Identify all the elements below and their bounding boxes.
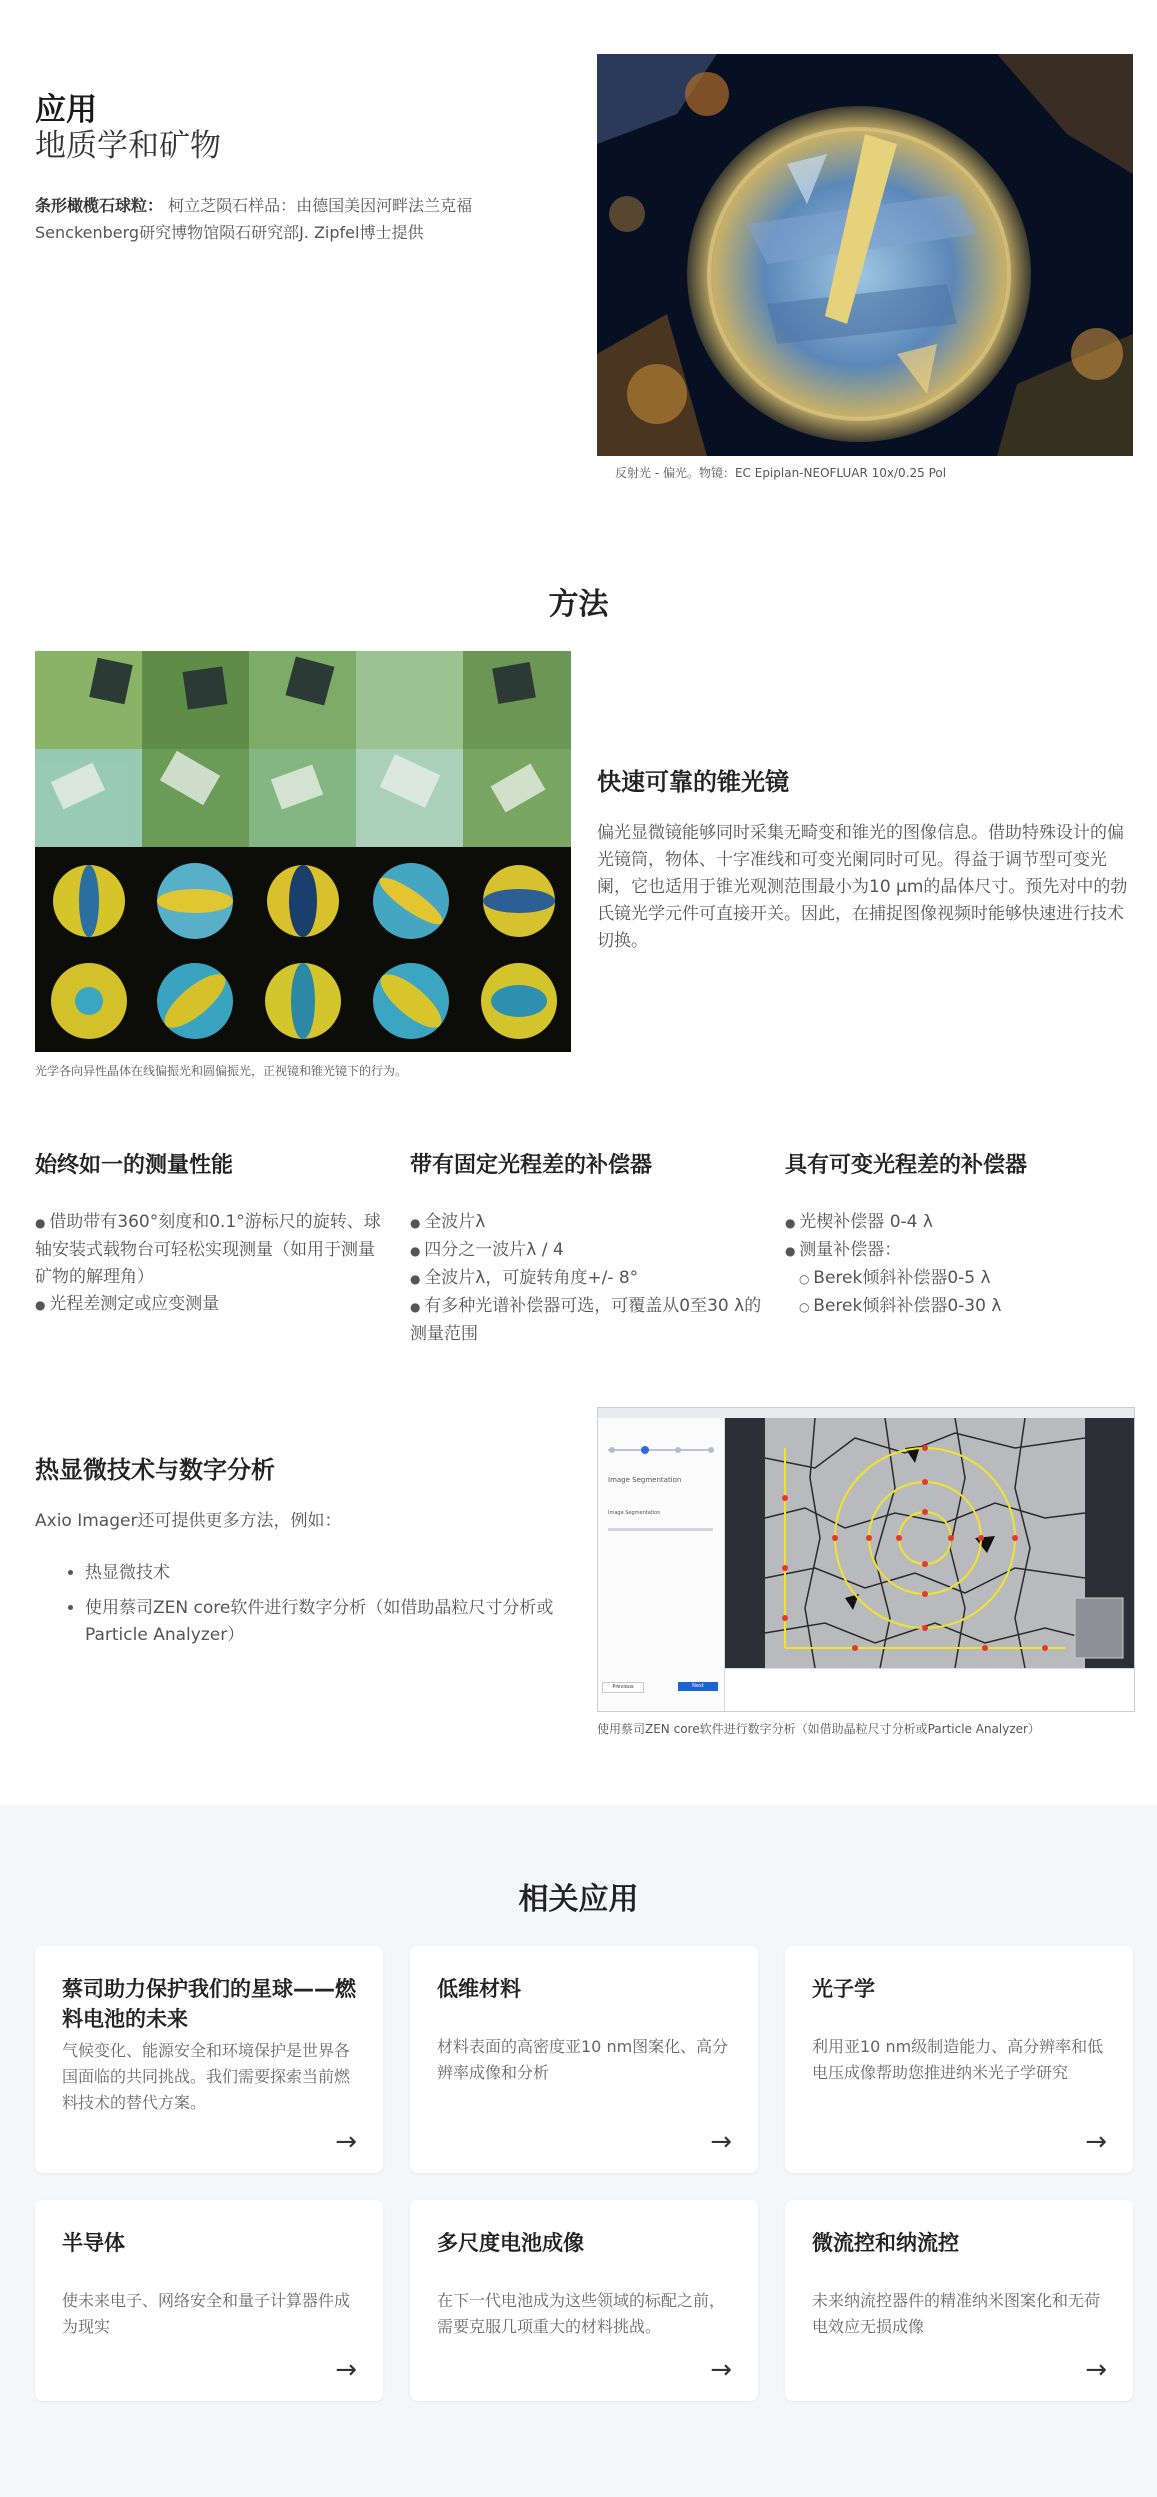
fixed-compensator-list [410, 1209, 765, 1348]
measurement-title: 始终如一的测量性能 [35, 1153, 234, 1178]
related-card-photonics[interactable] [785, 1946, 1133, 2173]
application-subheading: 地质学和矿物 [35, 128, 221, 164]
zen-core-screenshot [597, 1407, 1135, 1712]
digital-title: 热显微技术与数字分析 [35, 1456, 275, 1484]
arrow-right-icon[interactable]: → [1085, 2127, 1107, 2157]
arrow-right-icon[interactable]: → [335, 2127, 357, 2157]
next-button[interactable]: Next [678, 1682, 718, 1691]
feature-text: 偏光显微镜能够同时采集无畸变和锥光的图像信息。借助特殊设计的偏光镜筒，物体、十字准线和可变光阑同时可见。得益于调节型可变光阑，它也适用于锥光观测范围最小为10 μm的晶体尺寸。预先对中的勃氏镜光学元件可直接开关。因此，在捕捉图像视频时能够快速进行技术切换。 [597, 823, 1128, 951]
conoscopic-image-grid [35, 651, 571, 1052]
card-desc: 在下一代电池成为这些领域的标配之前，需要克服几项重大的材料挑战。 [437, 2291, 726, 2336]
card-desc: 使未来电子、网络安全和量子计算器件成为现实 [62, 2291, 351, 2336]
related-card-battery-imaging[interactable] [410, 2200, 758, 2401]
card-title: 低维材料 [437, 1977, 521, 2001]
related-card-fuel-cells[interactable] [35, 1946, 383, 2173]
tool-panel [598, 1418, 725, 1711]
card-desc: 气候变化、能源安全和环境保护是世界各国面临的共同挑战。我们需要探索当前燃料技术的替代方案。 [62, 2041, 351, 2112]
card-title: 蔡司助力保护我们的星球——燃料电池的未来 [62, 1977, 356, 2031]
variable-compensator-list [785, 1209, 1133, 1321]
list-item: • 热显微技术 [85, 1560, 585, 1587]
list-item: ● 四分之一波片λ / 4 [410, 1237, 765, 1265]
sample-label: 条形橄榄石球粒： [35, 196, 164, 215]
card-title: 半导体 [62, 2231, 125, 2255]
related-card-low-dim-materials[interactable] [410, 1946, 758, 2173]
card-desc: 未来纳流控器件的精准纳米图案化和无荷电效应无损成像 [812, 2291, 1101, 2336]
panel-section-label: Image Segmentation [608, 1510, 661, 1516]
list-item: ● 有多种光谱补偿器可选，可覆盖从0至30 λ的测量范围 [410, 1293, 765, 1348]
list-item: • 使用蔡司ZEN core软件进行数字分析（如借助晶粒尺寸分析或Particle Analyzer） [85, 1595, 585, 1649]
fixed-compensator-column [410, 1148, 765, 1348]
related-heading: 相关应用 [518, 1882, 639, 1917]
related-card-semiconductor[interactable] [35, 2200, 383, 2401]
related-card-microfluidics[interactable] [785, 2200, 1133, 2401]
list-item: ○ Berek倾斜补偿器0-5 λ [785, 1265, 1133, 1293]
variable-compensator-title: 具有可变光程差的补偿器 [785, 1153, 1028, 1178]
list-item: ● 全波片λ [410, 1209, 765, 1237]
card-title: 光子学 [812, 1977, 875, 2001]
card-desc: 利用亚10 nm级制造能力、高分辨率和低电压成像帮助您推进纳米光子学研究 [812, 2037, 1104, 2082]
sample-description [35, 192, 535, 246]
previous-button[interactable]: Previous [602, 1682, 644, 1693]
application-heading: 应用 [35, 92, 97, 128]
arrow-right-icon[interactable]: → [1085, 2355, 1107, 2385]
list-item: ● 全波片λ，可旋转角度+/- 8° [410, 1265, 765, 1293]
arrow-right-icon[interactable]: → [335, 2355, 357, 2385]
list-item: ○ Berek倾斜补偿器0-30 λ [785, 1293, 1133, 1321]
variable-compensator-column [785, 1148, 1133, 1321]
arrow-right-icon[interactable]: → [710, 2127, 732, 2157]
sample-desc: 柯立芝陨石样品：由德国美因河畔法兰克福Senckenberg研究博物馆陨石研究部J. Zipfel博士提供 [35, 196, 473, 242]
chondrule-micrograph [597, 54, 1133, 456]
measurement-list [35, 1209, 390, 1319]
conoscopic-image-caption: 光学各向异性晶体在线偏振光和圆偏振光，正视镜和锥光镜下的行为。 [35, 1064, 408, 1078]
measurement-column [35, 1148, 390, 1319]
threshold-slider[interactable] [608, 1528, 713, 1531]
card-title: 微流控和纳流控 [812, 2231, 959, 2255]
image-viewer[interactable] [725, 1418, 1134, 1668]
list-item: ● 光楔补偿器 0-4 λ [785, 1209, 1133, 1237]
arrow-right-icon[interactable]: → [710, 2355, 732, 2385]
zen-screenshot-caption: 使用蔡司ZEN core软件进行数字分析（如借助晶粒尺寸分析或Particle Analyzer） [597, 1722, 1040, 1736]
fixed-compensator-title: 带有固定光程差的补偿器 [410, 1153, 653, 1178]
card-title: 多尺度电池成像 [437, 2231, 584, 2255]
list-item: ● 光程差测定或应变测量 [35, 1291, 390, 1319]
panel-title: Image Segmentation [608, 1476, 682, 1484]
method-heading: 方法 [548, 587, 609, 622]
list-item: ● 借助带有360°刻度和0.1°游标尺的旋转、球轴安装式载物台可轻松实现测量（如用于测量矿物的解理角） [35, 1209, 390, 1291]
list-item: ● 测量补偿器： [785, 1237, 1133, 1265]
viewer-controls [725, 1668, 1134, 1712]
digital-bullets [35, 1560, 585, 1657]
digital-intro: Axio Imager还可提供更多方法，例如： [35, 1511, 342, 1531]
application-image-caption: 反射光 - 偏光。物镜：EC Epiplan-NEOFLUAR 10x/0.25 Pol [615, 466, 947, 480]
card-desc: 材料表面的高密度亚10 nm图案化、高分辨率成像和分析 [437, 2037, 729, 2082]
feature-title: 快速可靠的锥光镜 [597, 768, 789, 796]
